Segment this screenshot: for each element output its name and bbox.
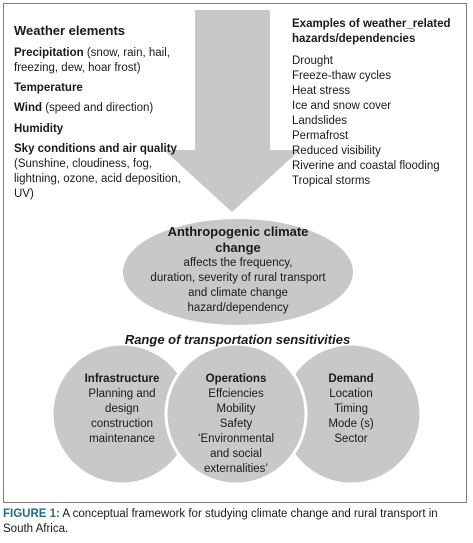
sky-conditions-detail-3: UV) bbox=[14, 188, 34, 200]
infrastructure-text bbox=[57, 372, 187, 447]
temperature-label: Temperature bbox=[14, 82, 83, 94]
demand-line: Location bbox=[329, 388, 373, 400]
operations-line: Mobility bbox=[216, 403, 256, 415]
infrastructure-title: Infrastructure bbox=[84, 373, 160, 385]
hazard-item: Drought bbox=[292, 55, 333, 67]
sky-conditions-label: Sky conditions and air quality bbox=[14, 143, 177, 155]
hazard-item: Heat stress bbox=[292, 85, 351, 97]
figure-caption bbox=[3, 507, 469, 537]
hazard-item: Tropical storms bbox=[292, 175, 371, 187]
climate-change-text bbox=[123, 224, 353, 316]
climate-body-line: hazard/dependency bbox=[187, 302, 289, 314]
wind-item bbox=[14, 101, 153, 116]
operations-text bbox=[171, 372, 301, 477]
weather-elements-title: Weather elements bbox=[14, 23, 126, 38]
wind-detail: (speed and direction) bbox=[42, 102, 154, 114]
demand-line: Timing bbox=[333, 403, 369, 415]
demand-text bbox=[286, 372, 416, 447]
precipitation-detail-2: freezing, dew, hoar frost) bbox=[14, 62, 141, 74]
humidity-label: Humidity bbox=[14, 123, 64, 135]
operations-line: Effciencies bbox=[208, 388, 264, 400]
demand-line: Sector bbox=[334, 433, 368, 445]
climate-body-line: and climate change bbox=[188, 287, 288, 299]
climate-title-line-1: Anthropogenic climate bbox=[167, 224, 309, 239]
climate-title-line-2: change bbox=[215, 240, 261, 255]
hazard-item: Permafrost bbox=[292, 130, 349, 142]
operations-line: and social bbox=[210, 448, 262, 460]
climate-body-line: affects the frequency, bbox=[183, 257, 293, 269]
hazard-item: Freeze-thaw cycles bbox=[292, 70, 392, 82]
infrastructure-line: maintenance bbox=[89, 433, 155, 445]
demand-line: Mode (s) bbox=[328, 418, 374, 430]
operations-line: Safety bbox=[219, 418, 253, 430]
operations-line: ‘Environmental bbox=[197, 433, 275, 445]
sensitivities-title: Range of transportation sensitivities bbox=[124, 332, 351, 347]
precipitation-detail-1: (snow, rain, hail, bbox=[83, 47, 170, 59]
precipitation-label: Precipitation bbox=[14, 47, 84, 59]
infrastructure-line: design bbox=[105, 403, 139, 415]
sky-conditions-detail-1: (Sunshine, cloudiness, fog, bbox=[14, 158, 153, 170]
wind-label: Wind bbox=[14, 102, 42, 114]
demand-title: Demand bbox=[328, 373, 374, 385]
hazards-title-line-2: hazards/dependencies bbox=[292, 33, 416, 45]
infrastructure-line: Planning and bbox=[88, 388, 156, 400]
hazards-title-line-1: Examples of weather_related bbox=[292, 18, 451, 30]
hazards-title bbox=[292, 17, 467, 47]
infrastructure-line: construction bbox=[90, 418, 153, 430]
hazard-item: Landslides bbox=[292, 115, 347, 127]
operations-line: externalities’ bbox=[204, 463, 268, 475]
operations-title: Operations bbox=[205, 373, 267, 385]
hazard-item: Ice and snow cover bbox=[292, 100, 392, 112]
hazard-item: Riverine and coastal flooding bbox=[292, 160, 440, 172]
sky-conditions-item bbox=[14, 142, 214, 202]
sky-conditions-detail-2: lightning, ozone, acid deposition, bbox=[14, 173, 181, 185]
hazards-list bbox=[292, 54, 467, 189]
precipitation-item bbox=[14, 46, 204, 76]
hazard-item: Reduced visibility bbox=[292, 145, 381, 157]
climate-body-line: duration, severity of rural transport bbox=[150, 272, 326, 284]
figure-caption-text: A conceptual framework for studying climate change and rural transport in South Africa. bbox=[3, 508, 438, 535]
figure-label: FIGURE 1: bbox=[3, 508, 60, 520]
